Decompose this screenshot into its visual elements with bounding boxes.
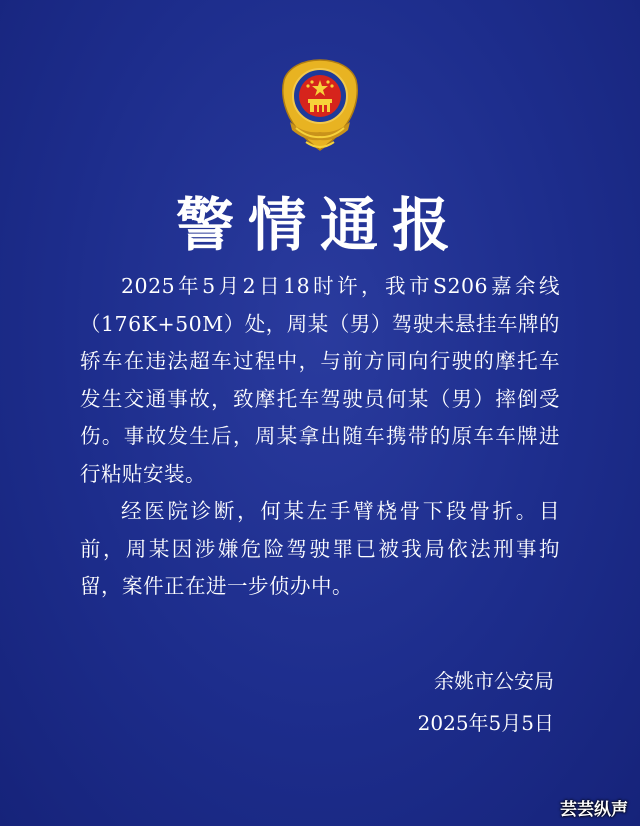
police-emblem-icon — [268, 56, 372, 160]
signature-block — [418, 660, 554, 744]
watermark: 芸芸纵声 — [560, 800, 628, 820]
notice-body — [80, 268, 560, 606]
notice-title: 警情通报 — [175, 191, 464, 259]
notice-paragraph-2: 经医院诊断，何某左手臂桡骨下段骨折。目前，周某因涉嫌危险驾驶罪已被我局依法刑事拘留，案件正在进一步侦办中。 — [80, 499, 560, 598]
notice-paragraph-1: 2025年5月2日18时许，我市S206嘉余线（176K+50M）处，周某（男）驾驶未悬挂车牌的轿车在违法超车过程中，与前方同向行驶的摩托车发生交通事故，致摩托车驾驶员何某（男）摔倒受伤。事故发生后，周某拿出随车携带的原车车牌进行粘贴安装。 — [80, 274, 560, 486]
signature-date: 2025年5月5日 — [417, 711, 554, 735]
signature-org: 余姚市公安局 — [434, 669, 554, 693]
